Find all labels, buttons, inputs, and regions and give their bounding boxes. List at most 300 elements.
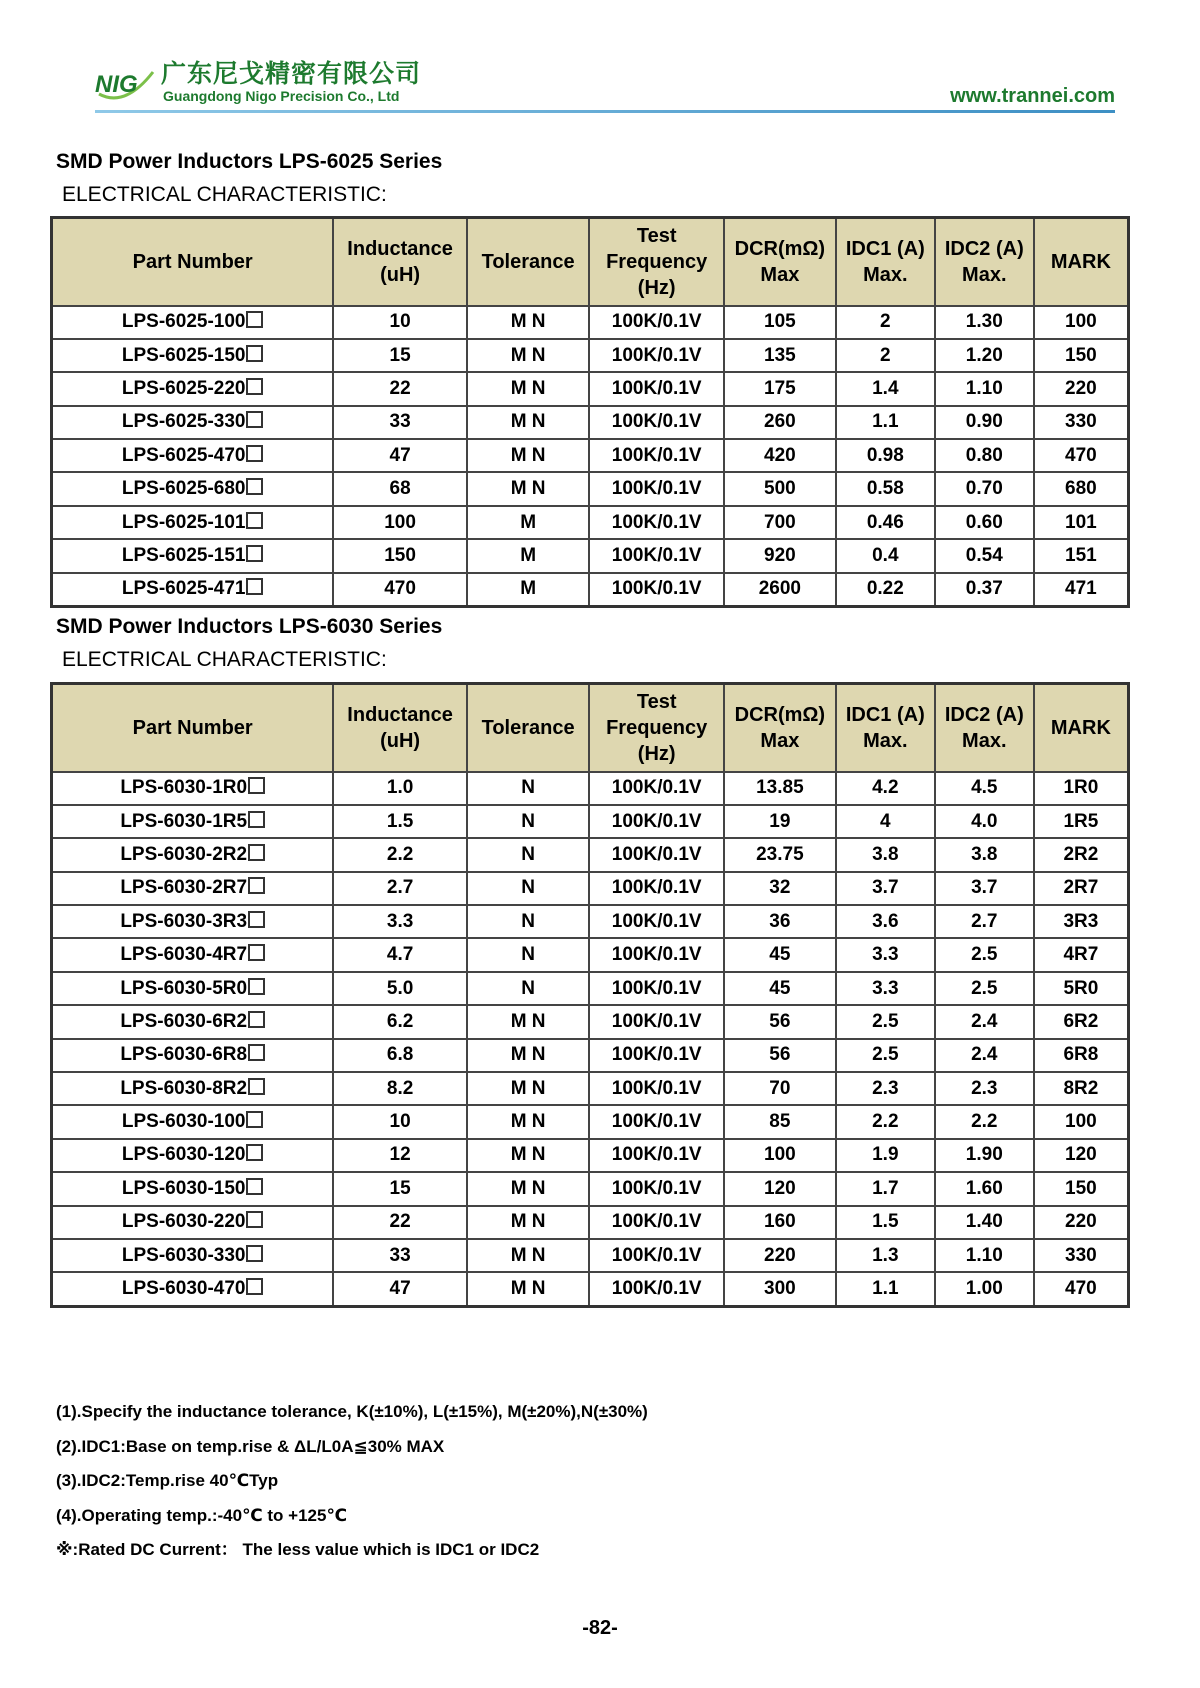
checkbox-square-icon: [246, 445, 263, 462]
idc2-cell: [935, 1172, 1034, 1205]
tolerance-value: M N: [510, 377, 546, 399]
section2-subtitle: ELECTRICAL CHARACTERISTIC:: [62, 648, 387, 671]
idc1-value: 4.2: [872, 777, 899, 799]
test-frequency-cell: [589, 938, 723, 971]
mark-value: 101: [1065, 511, 1097, 533]
idc2-value: 2.5: [971, 977, 998, 999]
idc1-value: 1.7: [872, 1177, 899, 1199]
mark-cell: [1034, 938, 1129, 971]
tolerance-cell: [467, 972, 590, 1005]
inductance-cell: [333, 439, 466, 472]
table-row: [52, 1105, 1129, 1138]
idc2-value: 2.5: [971, 944, 998, 966]
mark-cell: [1034, 1272, 1129, 1306]
idc2-value: 0.80: [965, 444, 1003, 466]
part-number-value: LPS-6030-2R7: [120, 877, 248, 899]
idc1-cell: [836, 805, 935, 838]
inductance-cell: [333, 539, 466, 572]
dcr-value: 36: [769, 910, 791, 932]
company-logo-icon: [95, 64, 157, 106]
part-number-value: LPS-6030-4R7: [120, 944, 248, 966]
part-number-cell: [52, 1072, 334, 1105]
idc1-cell: [836, 472, 935, 505]
checkbox-square-icon: [248, 1011, 265, 1028]
mark-cell: [1034, 472, 1129, 505]
dcr-value: 700: [764, 511, 796, 533]
dcr-value: 2600: [758, 578, 801, 600]
inductance-cell: [333, 1172, 466, 1205]
mark-value: 100: [1065, 1111, 1097, 1133]
mark-cell: [1034, 838, 1129, 871]
idc2-value: 1.20: [965, 344, 1003, 366]
part-number-value: LPS-6025-150: [121, 344, 246, 366]
idc1-cell: [836, 573, 935, 607]
part-number-cell: [52, 372, 334, 405]
header-divider: [95, 110, 1115, 113]
table-row: [52, 972, 1129, 1005]
part-number-cell: [52, 1139, 334, 1172]
idc2-value: 1.60: [965, 1177, 1003, 1199]
tolerance-value: M N: [510, 444, 546, 466]
inductance-cell: [333, 1105, 466, 1138]
mark-cell: [1034, 1005, 1129, 1038]
dcr-cell: [724, 439, 836, 472]
part-number-value: LPS-6030-1R0: [120, 777, 248, 799]
tolerance-value: M N: [510, 1244, 546, 1266]
idc2-cell: [935, 1239, 1034, 1272]
idc2-value: 0.70: [965, 478, 1003, 500]
part-number-cell: [52, 539, 334, 572]
tolerance-cell: [467, 573, 590, 607]
tolerance-cell: [467, 1105, 590, 1138]
dcr-cell: [724, 772, 836, 805]
checkbox-square-icon: [248, 1044, 265, 1061]
part-number-value: LPS-6030-100: [121, 1111, 246, 1133]
test-frequency-value: 100K/0.1V: [611, 578, 702, 600]
website-link[interactable]: www.trannei.com: [950, 85, 1115, 107]
dcr-value: 500: [764, 478, 796, 500]
table-row: [52, 905, 1129, 938]
idc2-cell: [935, 1005, 1034, 1038]
inductance-cell: [333, 1072, 466, 1105]
inductance-value: 33: [389, 1244, 411, 1266]
inductance-cell: [333, 1272, 466, 1306]
table-row: [52, 838, 1129, 871]
idc2-cell: [935, 972, 1034, 1005]
inductance-value: 8.2: [386, 1077, 414, 1099]
note-4: (4).Operating temp.:-40℃ to +125℃: [56, 1505, 348, 1525]
col-test-frequency: Test Frequency (Hz): [589, 684, 723, 772]
mark-value: 1R0: [1063, 777, 1099, 799]
tolerance-cell: [467, 372, 590, 405]
idc1-value: 0.46: [866, 511, 904, 533]
col-inductance: Inductance (uH): [333, 218, 466, 306]
tolerance-value: M N: [510, 411, 546, 433]
idc1-value: 1.1: [872, 1278, 899, 1300]
tolerance-value: N: [521, 910, 535, 932]
part-number-cell: [52, 772, 334, 805]
col-tolerance: Tolerance: [467, 684, 590, 772]
mark-value: 5R0: [1063, 977, 1099, 999]
part-number-cell: [52, 1005, 334, 1038]
part-number-value: LPS-6030-5R0: [120, 977, 248, 999]
idc1-cell: [836, 506, 935, 539]
inductance-value: 10: [389, 1111, 411, 1133]
part-number-value: LPS-6030-330: [121, 1244, 246, 1266]
col-idc2: IDC2 (A) Max.: [935, 684, 1034, 772]
table-row: [52, 772, 1129, 805]
dcr-value: 45: [769, 944, 791, 966]
note-2: (2).IDC1:Base on temp.rise & ΔL/L0A≦30% MAX: [56, 1436, 445, 1456]
idc2-cell: [935, 539, 1034, 572]
test-frequency-cell: [589, 872, 723, 905]
dcr-cell: [724, 539, 836, 572]
inductance-cell: [333, 1139, 466, 1172]
table-row: [52, 1239, 1129, 1272]
idc1-cell: [836, 938, 935, 971]
mark-value: 330: [1065, 1244, 1097, 1266]
idc2-value: 2.7: [971, 910, 998, 932]
page-header: [95, 52, 1115, 112]
tolerance-value: M N: [510, 1044, 546, 1066]
part-number-value: LPS-6030-3R3: [120, 910, 248, 932]
idc1-value: 1.1: [872, 411, 899, 433]
table-row: [52, 1272, 1129, 1306]
dcr-cell: [724, 905, 836, 938]
idc1-cell: [836, 872, 935, 905]
col-idc1: IDC1 (A) Max.: [836, 218, 935, 306]
idc1-value: 3.8: [872, 843, 899, 865]
col-tolerance: Tolerance: [467, 218, 590, 306]
part-number-value: LPS-6025-471: [121, 578, 246, 600]
part-number-cell: [52, 872, 334, 905]
idc1-value: 4: [880, 810, 891, 832]
mark-value: 6R8: [1063, 1044, 1099, 1066]
dcr-cell: [724, 306, 836, 339]
tolerance-value: N: [521, 843, 535, 865]
test-frequency-value: 100K/0.1V: [611, 1111, 702, 1133]
dcr-cell: [724, 1105, 836, 1138]
inductance-cell: [333, 1039, 466, 1072]
idc1-cell: [836, 1005, 935, 1038]
tolerance-value: M N: [510, 1111, 546, 1133]
table-row: [52, 406, 1129, 439]
part-number-cell: [52, 938, 334, 971]
idc1-cell: [836, 1105, 935, 1138]
table-row: [52, 938, 1129, 971]
inductance-cell: [333, 372, 466, 405]
idc2-cell: [935, 439, 1034, 472]
col-inductance: Inductance (uH): [333, 684, 466, 772]
test-frequency-value: 100K/0.1V: [611, 377, 702, 399]
inductance-value: 2.7: [386, 877, 414, 899]
inductance-cell: [333, 872, 466, 905]
dcr-cell: [724, 1272, 836, 1306]
inductance-value: 2.2: [386, 843, 414, 865]
checkbox-square-icon: [246, 345, 263, 362]
dcr-cell: [724, 972, 836, 1005]
idc2-cell: [935, 1206, 1034, 1239]
test-frequency-value: 100K/0.1V: [611, 511, 702, 533]
test-frequency-cell: [589, 1105, 723, 1138]
tolerance-value: M N: [510, 311, 546, 333]
mark-value: 220: [1065, 377, 1097, 399]
inductance-cell: [333, 905, 466, 938]
tolerance-value: M N: [510, 1077, 546, 1099]
part-number-cell: [52, 1272, 334, 1306]
part-number-cell: [52, 972, 334, 1005]
test-frequency-cell: [589, 406, 723, 439]
mark-value: 330: [1065, 411, 1097, 433]
col-mark: MARK: [1034, 684, 1129, 772]
tolerance-value: M N: [510, 1010, 546, 1032]
dcr-cell: [724, 1005, 836, 1038]
idc2-cell: [935, 372, 1034, 405]
idc2-value: 0.54: [965, 544, 1003, 566]
dcr-value: 300: [764, 1278, 796, 1300]
table-row: [52, 372, 1129, 405]
idc2-cell: [935, 1072, 1034, 1105]
inductance-cell: [333, 772, 466, 805]
col-dcr: DCR(mΩ) Max: [724, 218, 836, 306]
test-frequency-value: 100K/0.1V: [611, 777, 702, 799]
inductance-cell: [333, 838, 466, 871]
dcr-value: 160: [764, 1211, 796, 1233]
test-frequency-value: 100K/0.1V: [611, 344, 702, 366]
test-frequency-cell: [589, 1139, 723, 1172]
col-dcr: DCR(mΩ) Max: [724, 684, 836, 772]
tolerance-value: N: [521, 944, 535, 966]
idc1-value: 2.5: [872, 1044, 899, 1066]
inductance-cell: [333, 1206, 466, 1239]
tolerance-cell: [467, 1005, 590, 1038]
inductance-cell: [333, 1239, 466, 1272]
part-number-value: LPS-6025-220: [121, 377, 246, 399]
checkbox-square-icon: [246, 1278, 263, 1295]
inductance-value: 150: [384, 544, 416, 566]
tolerance-cell: [467, 1172, 590, 1205]
col-idc1: IDC1 (A) Max.: [836, 684, 935, 772]
dcr-cell: [724, 838, 836, 871]
part-number-cell: [52, 838, 334, 871]
idc1-cell: [836, 339, 935, 372]
section1-subtitle: ELECTRICAL CHARACTERISTIC:: [62, 183, 387, 206]
part-number-value: LPS-6025-680: [121, 478, 246, 500]
checkbox-square-icon: [246, 1178, 263, 1195]
dcr-value: 45: [769, 977, 791, 999]
test-frequency-cell: [589, 838, 723, 871]
mark-value: 2R7: [1063, 877, 1099, 899]
inductance-cell: [333, 805, 466, 838]
tolerance-cell: [467, 506, 590, 539]
dcr-value: 135: [764, 344, 796, 366]
test-frequency-value: 100K/0.1V: [611, 1278, 702, 1300]
idc1-cell: [836, 1206, 935, 1239]
inductance-cell: [333, 938, 466, 971]
tolerance-cell: [467, 838, 590, 871]
page-number: -82-: [582, 1617, 618, 1639]
idc1-cell: [836, 372, 935, 405]
checkbox-square-icon: [246, 1211, 263, 1228]
tolerance-value: M N: [510, 1177, 546, 1199]
dcr-cell: [724, 372, 836, 405]
checkbox-square-icon: [248, 844, 265, 861]
idc1-cell: [836, 772, 935, 805]
part-number-value: LPS-6025-330: [121, 411, 246, 433]
table-row: [52, 573, 1129, 607]
tolerance-value: N: [521, 810, 535, 832]
idc1-cell: [836, 1172, 935, 1205]
inductance-cell: [333, 972, 466, 1005]
svg-text:NIG: NIG: [95, 71, 138, 98]
idc2-cell: [935, 1139, 1034, 1172]
tolerance-value: M: [520, 544, 537, 566]
idc2-value: 1.10: [965, 1244, 1003, 1266]
dcr-value: 85: [769, 1111, 791, 1133]
idc1-value: 0.4: [872, 544, 899, 566]
part-number-value: LPS-6030-1R5: [120, 810, 248, 832]
table-row: [52, 872, 1129, 905]
mark-value: 470: [1065, 1278, 1097, 1300]
test-frequency-value: 100K/0.1V: [611, 1077, 702, 1099]
idc1-cell: [836, 1139, 935, 1172]
inductance-cell: [333, 339, 466, 372]
dcr-cell: [724, 472, 836, 505]
idc1-cell: [836, 1239, 935, 1272]
part-number-value: LPS-6030-8R2: [120, 1077, 248, 1099]
test-frequency-value: 100K/0.1V: [611, 810, 702, 832]
mark-value: 6R2: [1063, 1010, 1099, 1032]
table-row: [52, 805, 1129, 838]
mark-value: 220: [1065, 1211, 1097, 1233]
part-number-value: LPS-6030-6R8: [120, 1044, 248, 1066]
idc1-value: 1.9: [872, 1144, 899, 1166]
part-number-value: LPS-6025-151: [121, 544, 246, 566]
inductance-value: 68: [389, 478, 411, 500]
idc1-cell: [836, 1072, 935, 1105]
part-number-value: LPS-6030-6R2: [120, 1010, 248, 1032]
dcr-cell: [724, 1139, 836, 1172]
inductance-cell: [333, 306, 466, 339]
dcr-value: 120: [764, 1177, 796, 1199]
inductance-value: 15: [389, 344, 411, 366]
mark-value: 471: [1065, 578, 1097, 600]
idc2-cell: [935, 905, 1034, 938]
dcr-cell: [724, 1172, 836, 1205]
table-row: [52, 506, 1129, 539]
test-frequency-cell: [589, 506, 723, 539]
tolerance-cell: [467, 905, 590, 938]
dcr-cell: [724, 1039, 836, 1072]
mark-value: 8R2: [1063, 1077, 1099, 1099]
checkbox-square-icon: [246, 1111, 263, 1128]
checkbox-square-icon: [246, 411, 263, 428]
table-row: [52, 439, 1129, 472]
tolerance-value: M N: [510, 478, 546, 500]
part-number-cell: [52, 1105, 334, 1138]
test-frequency-value: 100K/0.1V: [611, 843, 702, 865]
dcr-value: 19: [769, 810, 791, 832]
dcr-value: 13.85: [756, 777, 804, 799]
part-number-cell: [52, 406, 334, 439]
mark-value: 3R3: [1063, 910, 1099, 932]
test-frequency-cell: [589, 1039, 723, 1072]
part-number-value: LPS-6030-470: [121, 1278, 246, 1300]
dcr-value: 100: [764, 1144, 796, 1166]
mark-cell: [1034, 905, 1129, 938]
company-name-cn: 广东尼戈精密有限公司: [161, 59, 422, 88]
idc2-value: 1.00: [965, 1278, 1003, 1300]
dcr-cell: [724, 573, 836, 607]
idc1-value: 0.22: [866, 578, 904, 600]
part-number-cell: [52, 472, 334, 505]
note-rated-current: ※:Rated DC Current： The less value which is IDC1 or IDC2: [56, 1540, 540, 1559]
inductance-value: 47: [389, 1278, 411, 1300]
idc2-value: 2.3: [971, 1077, 998, 1099]
part-number-value: LPS-6025-470: [121, 444, 246, 466]
col-test-frequency: Test Frequency (Hz): [589, 218, 723, 306]
test-frequency-cell: [589, 1272, 723, 1306]
idc2-cell: [935, 573, 1034, 607]
tolerance-value: M: [520, 511, 537, 533]
idc2-value: 0.37: [965, 578, 1003, 600]
table-row: [52, 1072, 1129, 1105]
idc1-cell: [836, 905, 935, 938]
test-frequency-cell: [589, 1239, 723, 1272]
test-frequency-value: 100K/0.1V: [611, 311, 702, 333]
tolerance-cell: [467, 1239, 590, 1272]
test-frequency-cell: [589, 772, 723, 805]
test-frequency-cell: [589, 905, 723, 938]
mark-cell: [1034, 539, 1129, 572]
checkbox-square-icon: [246, 311, 263, 328]
dcr-cell: [724, 805, 836, 838]
idc2-cell: [935, 838, 1034, 871]
col-idc2: IDC2 (A) Max.: [935, 218, 1034, 306]
idc1-value: 3.6: [872, 910, 899, 932]
test-frequency-cell: [589, 472, 723, 505]
tolerance-cell: [467, 1139, 590, 1172]
idc2-value: 1.30: [965, 311, 1003, 333]
part-number-value: LPS-6025-100: [121, 311, 246, 333]
test-frequency-value: 100K/0.1V: [611, 1244, 702, 1266]
tolerance-cell: [467, 539, 590, 572]
inductance-value: 100: [384, 511, 416, 533]
checkbox-square-icon: [248, 1078, 265, 1095]
table-row: [52, 1206, 1129, 1239]
inductance-value: 22: [389, 377, 411, 399]
inductance-cell: [333, 1005, 466, 1038]
mark-cell: [1034, 772, 1129, 805]
part-number-cell: [52, 339, 334, 372]
idc2-value: 2.4: [971, 1044, 998, 1066]
tolerance-value: M N: [510, 1211, 546, 1233]
idc1-value: 1.3: [872, 1244, 899, 1266]
part-number-cell: [52, 1239, 334, 1272]
idc2-cell: [935, 339, 1034, 372]
idc1-value: 1.5: [872, 1211, 899, 1233]
table-row: [52, 472, 1129, 505]
test-frequency-value: 100K/0.1V: [611, 411, 702, 433]
idc1-value: 3.3: [872, 977, 899, 999]
checkbox-square-icon: [248, 911, 265, 928]
tolerance-value: N: [521, 977, 535, 999]
part-number-cell: [52, 573, 334, 607]
mark-cell: [1034, 1239, 1129, 1272]
inductance-cell: [333, 506, 466, 539]
mark-cell: [1034, 805, 1129, 838]
idc1-value: 3.3: [872, 944, 899, 966]
